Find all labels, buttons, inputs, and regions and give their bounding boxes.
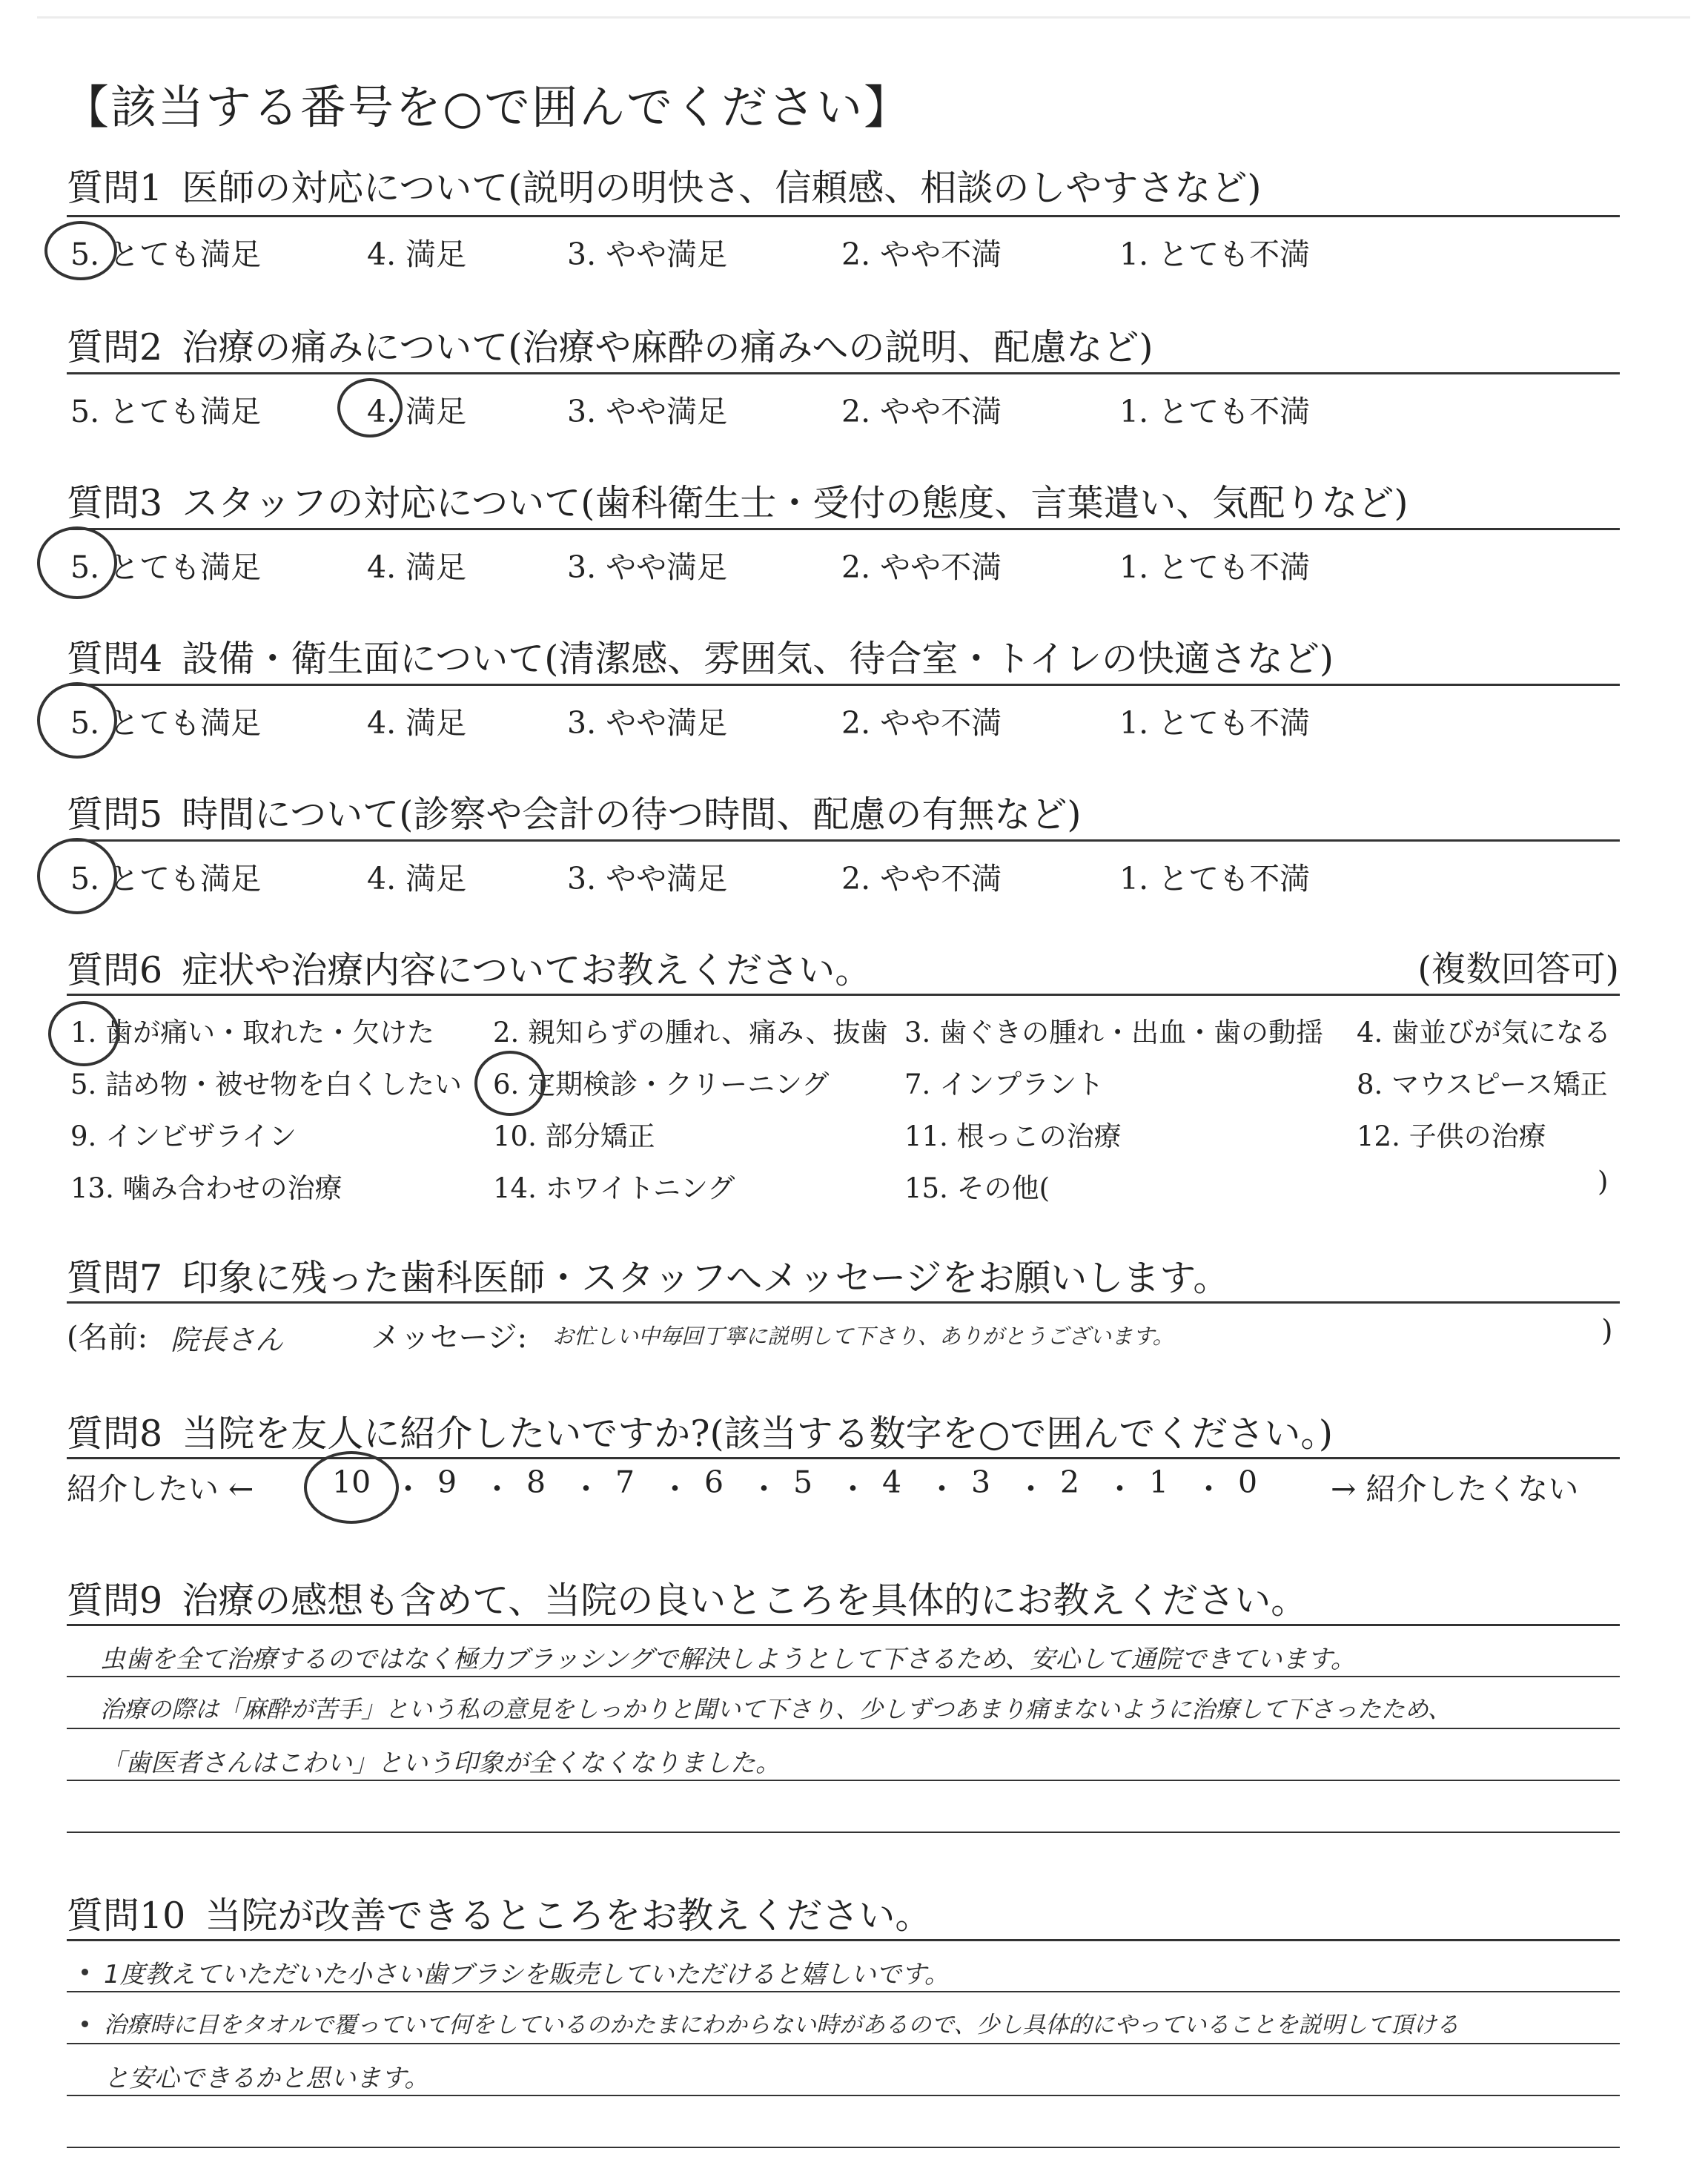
name-label: (名前:: [67, 1321, 148, 1355]
scale-dot: ・: [927, 1471, 957, 1507]
question-1-title: 質問1 医師の対応について(説明の明快さ、信頼感、相談のしやすさなど): [67, 167, 1262, 209]
question-5-title: 質問5 時間について(診察や会計の待つ時間、配慮の有無など): [67, 793, 1082, 836]
q4-selection-circle: [37, 682, 117, 759]
question-6-divider: [67, 994, 1620, 996]
q6-option-14[interactable]: 14. ホワイトニング: [493, 1172, 735, 1204]
q3-choice-5[interactable]: 5. とても満足: [70, 549, 262, 585]
question-3-title: 質問3 スタッフの対応について(歯科衛生士・受付の態度、言葉遣い、気配りなど): [67, 482, 1409, 524]
scale-value-0[interactable]: 0: [1238, 1464, 1258, 1500]
q10-answer-line-1[interactable]: 1度教えていただいた小さい歯ブラシを販売していただけると嬉しいです。: [104, 1960, 950, 1989]
q5-choice-1[interactable]: 1. とても不満: [1119, 861, 1311, 896]
question-1-divider: [67, 215, 1620, 217]
top-divider: [37, 16, 1690, 19]
q1-choice-4[interactable]: 4. 満足: [367, 237, 467, 272]
q9-answer-line-3[interactable]: 「歯医者さんはこわい」という印象が全くなくなりました。: [100, 1748, 781, 1778]
q5-selection-circle: [37, 838, 117, 914]
q3-selection-circle: [37, 526, 117, 599]
q10-answer-line-3[interactable]: と安心できるかと思います。: [104, 2064, 430, 2093]
question-3-choices: [70, 543, 1620, 584]
q10-bullet: [82, 2021, 88, 2027]
q2-choice-1[interactable]: 1. とても不満: [1119, 394, 1311, 429]
question-7-title: 質問7 印象に残った歯科医師・スタッフへメッセージをお願いします。: [67, 1257, 1230, 1299]
question-4-title: 質問4 設備・衛生面について(清潔感、雰囲気、待合室・トイレの快適さなど): [67, 638, 1334, 680]
q6-option-15[interactable]: 15. その他(: [904, 1172, 1050, 1204]
scale-value-3[interactable]: 3: [971, 1464, 991, 1500]
message-close: ): [1601, 1314, 1613, 1348]
question-5-divider: [67, 839, 1620, 842]
question-10-title: 質問10 当院が改善できるところをお教えください。: [67, 1895, 932, 1937]
q4-choice-3[interactable]: 3. やや満足: [567, 705, 728, 741]
q5-choice-4[interactable]: 4. 満足: [367, 861, 467, 896]
scale-dot: ・: [571, 1471, 601, 1507]
q2-selection-circle: [337, 378, 403, 437]
q1-choice-1[interactable]: 1. とても不満: [1119, 237, 1311, 272]
q6-option-1[interactable]: 1. 歯が痛い・取れた・欠けた: [70, 1017, 435, 1048]
q4-choice-5[interactable]: 5. とても満足: [70, 705, 262, 741]
q2-choice-4[interactable]: 4. 満足: [367, 394, 467, 429]
q1-selection-circle: [44, 221, 117, 280]
question-5-choices: [70, 854, 1620, 895]
scale-value-1[interactable]: 1: [1149, 1464, 1169, 1500]
q4-choice-4[interactable]: 4. 満足: [367, 705, 467, 741]
q10-writing-line: [67, 2095, 1620, 2096]
question-4-choices: [70, 698, 1620, 739]
q6-option-4[interactable]: 4. 歯並びが気になる: [1357, 1017, 1612, 1048]
q6-option-2[interactable]: 2. 親知らずの腫れ、痛み、抜歯: [493, 1017, 888, 1048]
scale-dot: ・: [1016, 1471, 1046, 1507]
scale-right-label: → 紹介したくない: [1331, 1471, 1579, 1507]
question-2-choices: [70, 387, 1620, 428]
q6-option-13[interactable]: 13. 噛み合わせの治療: [70, 1172, 342, 1204]
scale-dot: ・: [1105, 1471, 1135, 1507]
q2-choice-5[interactable]: 5. とても満足: [70, 394, 262, 429]
question-3-divider: [67, 528, 1620, 530]
question-2-divider: [67, 372, 1620, 374]
q9-writing-line: [67, 1728, 1620, 1729]
scale-value-2[interactable]: 2: [1060, 1464, 1080, 1500]
q10-answer-line-2[interactable]: 治療時に目をタオルで覆っていて何をしているのかたまにわからない時があるので、少し具体的にやっていることを説明して頂ける: [104, 2012, 1460, 2038]
q3-choice-2[interactable]: 2. やや不満: [841, 549, 1002, 585]
message-field[interactable]: お忙しい中毎回丁寧に説明して下さり、ありがとうございます。: [552, 1324, 1174, 1349]
question-4-divider: [67, 684, 1620, 686]
q6-option-7[interactable]: 7. インプラント: [904, 1069, 1105, 1100]
q6-option-10[interactable]: 10. 部分矯正: [493, 1120, 655, 1152]
question-7-message-row: [67, 1314, 1623, 1358]
q4-choice-1[interactable]: 1. とても不満: [1119, 705, 1311, 741]
q3-choice-3[interactable]: 3. やや満足: [567, 549, 728, 585]
scale-value-7[interactable]: 7: [615, 1464, 635, 1500]
q10-writing-line: [67, 2043, 1620, 2044]
scale-value-6[interactable]: 6: [704, 1464, 724, 1500]
scale-left-label: 紹介したい ←: [67, 1471, 254, 1507]
q1-choice-2[interactable]: 2. やや不満: [841, 237, 1002, 272]
q1-choice-5[interactable]: 5. とても満足: [70, 237, 262, 272]
q2-choice-3[interactable]: 3. やや満足: [567, 394, 728, 429]
question-6-title: 質問6 症状や治療内容についてお教えください。: [67, 949, 872, 991]
scale-value-5[interactable]: 5: [793, 1464, 813, 1500]
scale-dot: ・: [838, 1471, 868, 1507]
q6-option-11[interactable]: 11. 根っこの治療: [904, 1120, 1122, 1152]
q3-choice-1[interactable]: 1. とても不満: [1119, 549, 1311, 585]
page-instruction: 【該当する番号を○で囲んでください】: [63, 80, 912, 134]
q10-writing-line: [67, 1991, 1620, 1992]
scale-value-9[interactable]: 9: [437, 1464, 457, 1500]
q9-writing-line: [67, 1676, 1620, 1677]
q10-bullet: [82, 1969, 88, 1975]
message-label: メッセージ:: [371, 1321, 528, 1355]
q2-choice-2[interactable]: 2. やや不満: [841, 394, 1002, 429]
question-9-divider: [67, 1624, 1620, 1626]
q9-answer-line-2[interactable]: 治療の際は「麻酔が苦手」という私の意見をしっかりと聞いて下さり、少しずつあまり痛まないように治療して下さったため、: [100, 1695, 1452, 1723]
question-1-choices: [70, 230, 1620, 271]
question-8-divider: [67, 1457, 1620, 1459]
q5-choice-5[interactable]: 5. とても満足: [70, 861, 262, 896]
question-10-divider: [67, 1939, 1620, 1941]
q9-writing-line: [67, 1780, 1620, 1781]
question-2-title: 質問2 治療の痛みについて(治療や麻酔の痛みへの説明、配慮など): [67, 326, 1153, 369]
q10-writing-line: [67, 2147, 1620, 2148]
scale-dot: ・: [749, 1471, 779, 1507]
q9-answer-line-1[interactable]: 虫歯を全て治療するのではなく極力ブラッシングで解決しようとして下さるため、安心して通院できています。: [100, 1645, 1356, 1674]
q6-option-6[interactable]: 6. 定期検診・クリーニング: [493, 1069, 830, 1100]
q6-selection-circle-6: [474, 1051, 546, 1116]
q5-choice-3[interactable]: 3. やや満足: [567, 861, 728, 896]
q9-writing-line: [67, 1832, 1620, 1833]
question-7-divider: [67, 1301, 1620, 1304]
q6-option-5[interactable]: 5. 詰め物・被せ物を白くしたい: [70, 1069, 463, 1100]
q4-choice-2[interactable]: 2. やや不満: [841, 705, 1002, 741]
q1-choice-3[interactable]: 3. やや満足: [567, 237, 728, 272]
q6-option-15-close: ): [1598, 1166, 1609, 1198]
scale-value-4[interactable]: 4: [882, 1464, 902, 1500]
q6-option-8[interactable]: 8. マウスピース矯正: [1357, 1069, 1608, 1100]
q6-selection-circle-1: [48, 1001, 119, 1066]
q3-choice-4[interactable]: 4. 満足: [367, 549, 467, 585]
q8-selection-circle: [304, 1451, 399, 1524]
name-field[interactable]: 院長さん: [171, 1324, 284, 1356]
scale-dot: ・: [660, 1471, 690, 1507]
q6-option-12[interactable]: 12. 子供の治療: [1357, 1120, 1546, 1152]
scale-dot: ・: [393, 1471, 423, 1507]
scale-dot: ・: [1194, 1471, 1224, 1507]
q6-option-9[interactable]: 9. インビザライン: [70, 1120, 297, 1152]
scale-dot: ・: [482, 1471, 512, 1507]
question-8-title: 質問8 当院を友人に紹介したいですか?(該当する数字を○で囲んでください。): [67, 1413, 1333, 1455]
question-9-title: 質問9 治療の感想も含めて、当院の良いところを具体的にお教えください。: [67, 1579, 1308, 1622]
scale-value-8[interactable]: 8: [526, 1464, 546, 1500]
scale-value-10[interactable]: 10: [332, 1464, 371, 1500]
q6-option-3[interactable]: 3. 歯ぐきの腫れ・出血・歯の動揺: [904, 1017, 1324, 1048]
multiple-answer-note: (複数回答可): [1417, 949, 1619, 990]
q5-choice-2[interactable]: 2. やや不満: [841, 861, 1002, 896]
